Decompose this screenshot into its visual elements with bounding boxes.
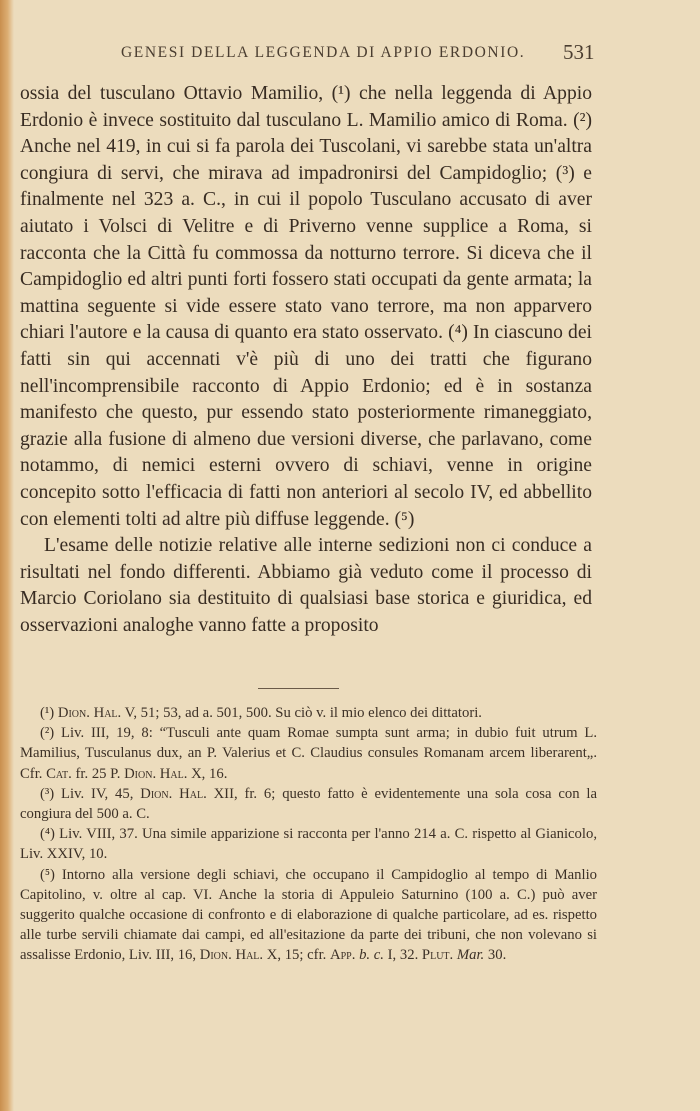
page-edge-shadow <box>0 0 14 1111</box>
footnote-text: App. <box>330 947 356 964</box>
footnote-2 <box>20 723 597 784</box>
footnote-text: Intorno alla versione degli schiavi, che occupano il Campidoglio al tempo di Manlio Capitolino, v. oltre al cap. VI. Anche la storia di Appuleio Saturnino (100 a. C.) può aver suggerito qualche occasione di confronto e di elaborazione di qualche particolare, ad es. rispetto alle turbe servili chiamate dai campi, ed all'esitazione da parte dei tribuni, che non volevano si assalisse Erdonio, Liv. III, 16, <box>20 866 597 964</box>
footnote-marker: (³) <box>40 785 55 802</box>
page-number: 531 <box>563 40 595 64</box>
footnote-text: fr. 25 P. <box>75 765 121 782</box>
page-header <box>0 40 700 70</box>
footnote-text: Plut. <box>421 947 454 964</box>
footnote-text: X, 15; cfr. <box>266 947 327 964</box>
footnote-text: Liv. VIII, 37. Una simile apparizione si racconta per l'anno 214 a. C. rispetto al Gianicolo, Liv. XXIV, 10. <box>20 826 597 863</box>
footnote-text: 30. <box>487 947 507 964</box>
footnote-marker: (²) <box>40 725 55 742</box>
footnote-text: Liv. III, 19, 8: “Tusculi ante quam Romae sumpta sunt arma; in dubio fuit utrum L. Mamilius, Tusculanus dux, an P. Valerius et C. Claudius consules Romanam arcem liberarent„. Cfr. <box>20 725 597 782</box>
footnote-text: Dion. Hal. <box>199 947 264 964</box>
footnote-marker: (¹) <box>40 705 55 721</box>
footnote-1 <box>20 703 597 723</box>
footnote-4 <box>20 824 597 864</box>
main-text <box>20 81 592 639</box>
footnote-text: V, 51; 53, ad a. 501, 500. Su ciò v. il mio elenco dei dittatori. <box>124 705 482 721</box>
paragraph-2: L'esame delle notizie relative alle interne sedizioni non ci conduce a risultati nel fondo differenti. Abbiamo già veduto come il processo di Marcio Coriolano sia destituito di qualsiasi base storica e giuridica, ed osservazioni analoghe vanno fatte a proposito <box>20 535 592 636</box>
running-title: GENESI DELLA LEGGENDA DI APPIO ERDONIO. <box>121 44 526 61</box>
footnote-text: Dion. Hal. <box>57 705 122 721</box>
footnote-text: Mar. <box>456 947 485 964</box>
footnote-text: Dion. Hal. <box>124 765 188 782</box>
footnote-text: b. c. <box>359 947 384 964</box>
footnote-text: XII, fr. 6; questo fatto è evidentemente una sola cosa con la congiura del 500 a. C. <box>20 785 597 823</box>
footnote-3 <box>20 784 597 824</box>
footnote-separator <box>258 688 339 689</box>
paragraph-1: ossia del tusculano Ottavio Mamilio, (¹) che nella leggenda di Appio Erdonio è invece sostituito dal tusculano L. Mamilio amico di Roma. (²) Anche nel 419, in cui si fa parola dei Tuscolani, vi sarebbe stata un'altra congiura di servi, che mirava ad impadronirsi del Campidoglio; (³) e finalmente nel 323 a. C., in cui il popolo Tusculano accusato di aver aiutato i Volsci di Velitre e di Priverno venne supplice a Roma, si racconta che la Città fu commossa da notturno terrore. Si diceva che il Campidoglio ed altri punti forti fossero stati occupati da gente armata; la mattina seguente si vide essere stato vano terrore, ma non apparvero chiari l'autore e la causa di quanto era stato osservato. (⁴) In ciascuno dei fatti sin qui accennati v'è più di uno dei tratti che figurano nell'incomprensibile racconto di Appio Erdonio; ed è in sostanza manifesto che questo, pur essendo stato posteriormente rimaneggiato, grazie alla fusione di almeno due versioni diverse, che parlavano, come notammo, di nemici esterni ovvero di schiavi, venne in origine concepito sotto l'efficacia di fatti non anteriori al secolo IV, ed abbellito con elementi tolti ad altre più diffuse leggende. (⁵) <box>20 83 592 530</box>
footnotes <box>20 703 597 966</box>
footnote-marker: (⁵) <box>40 866 55 883</box>
footnote-5 <box>20 865 597 966</box>
footnote-text: Cat. <box>46 765 72 782</box>
footnote-text: I, 32. <box>387 947 419 964</box>
footnote-marker: (⁴) <box>40 826 55 843</box>
footnote-text: Liv. IV, 45, <box>61 785 134 802</box>
footnote-text: Dion. Hal. <box>140 785 207 802</box>
footnote-text: X, 16. <box>191 765 228 782</box>
